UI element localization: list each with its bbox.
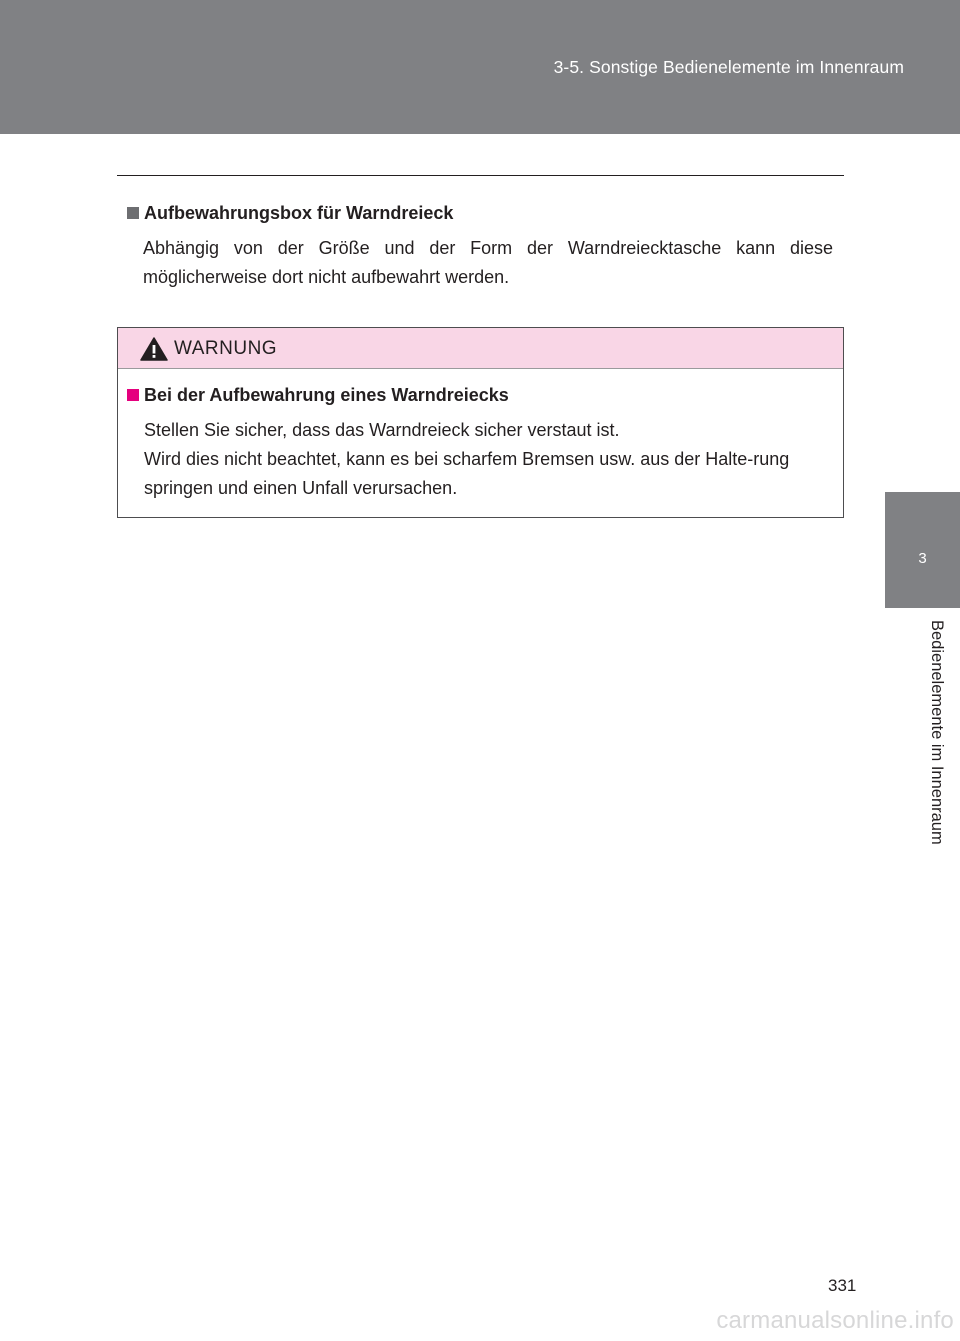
square-bullet-icon bbox=[127, 207, 139, 219]
page-number: 331 bbox=[828, 1276, 857, 1295]
chapter-tab bbox=[885, 492, 960, 608]
warning-line-2: Wird dies nicht beachtet, kann es bei scharfem Bremsen usw. aus der Halte-rung springen und einen Unfall verursachen. bbox=[144, 449, 790, 498]
section-divider bbox=[117, 175, 844, 176]
warning-heading bbox=[127, 382, 835, 408]
square-bullet-icon bbox=[127, 389, 139, 401]
section-heading-text: Aufbewahrungsbox für Warndreieck bbox=[144, 203, 454, 223]
warning-triangle-icon bbox=[140, 337, 168, 361]
warning-box bbox=[117, 327, 844, 518]
section-heading bbox=[127, 200, 833, 226]
warning-heading-text: Bei der Aufbewahrung eines Warndreiecks bbox=[144, 385, 509, 405]
chapter-title: 3-5. Sonstige Bedienelemente im Innenraum bbox=[553, 57, 904, 77]
warning-text bbox=[144, 416, 835, 503]
warning-title: WARNUNG bbox=[174, 338, 278, 359]
page-header bbox=[0, 0, 960, 134]
watermark: carmanualsonline.info bbox=[716, 1307, 954, 1334]
warning-header bbox=[118, 328, 843, 369]
chapter-tab-label: Bedienelemente im Innenraum bbox=[928, 620, 946, 845]
chapter-number: 3 bbox=[918, 550, 927, 567]
warning-line-1: Stellen Sie sicher, dass das Warndreieck sicher verstaut ist. bbox=[144, 420, 620, 440]
section-text: Abhängig von der Größe und der Form der Warndreiecktasche kann diese möglicherweise dort nicht aufbewahrt werden. bbox=[143, 238, 833, 287]
storage-section bbox=[127, 200, 833, 292]
warning-content bbox=[127, 382, 835, 503]
